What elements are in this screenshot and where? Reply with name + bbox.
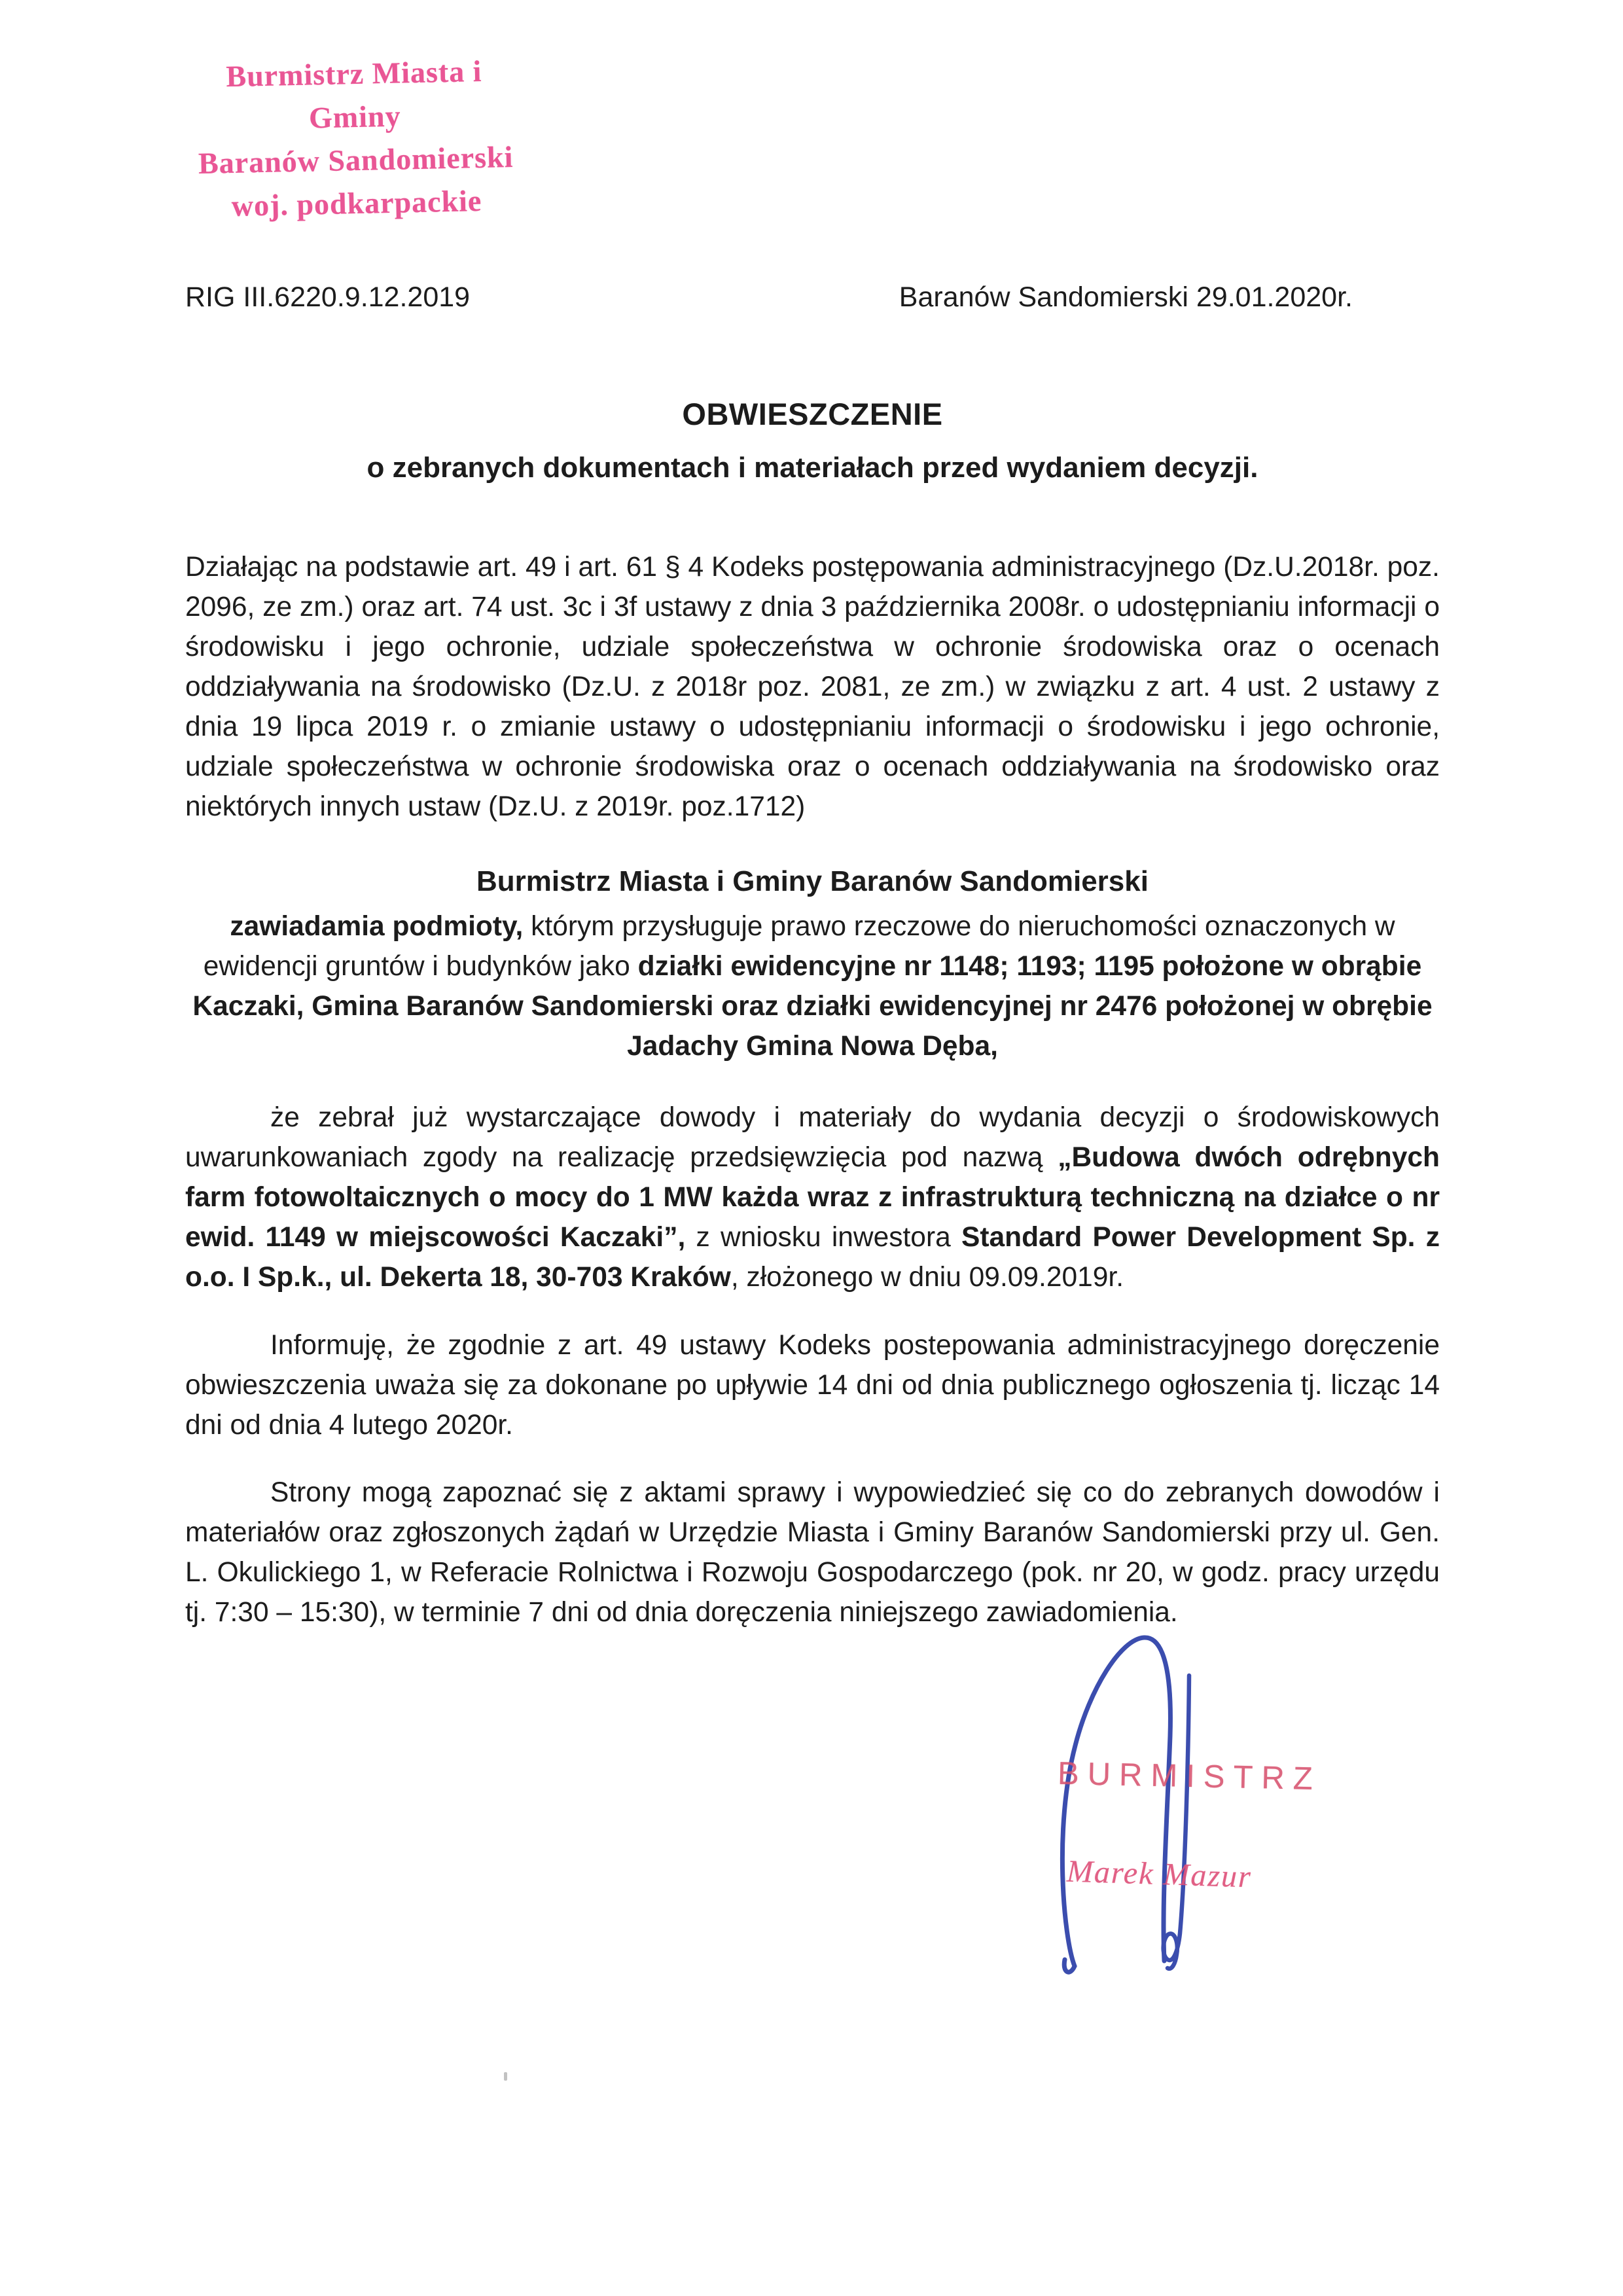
notification-paragraph — [185, 906, 1440, 1066]
mayor-name-stamp: Marek Mazur — [1066, 1854, 1253, 1895]
office-ink-stamp — [183, 49, 527, 229]
place-and-date: Baranów Sandomierski 29.01.2020r. — [899, 281, 1353, 313]
document-title: OBWIESZCZENIE — [682, 397, 943, 431]
mayor-title-stamp: BURMISTRZ — [1057, 1755, 1322, 1797]
issuer-heading: Burmistrz Miasta i Gminy Baranów Sandomierski — [476, 865, 1149, 897]
reference-header — [185, 281, 1440, 314]
evidence-intro: że zebrał już wystarczające dowody i materiały do wydania decyzji o środowiskowych uwarunkowaniach zgody na realizację przedsięwzięcia pod nazwą — [185, 1102, 1440, 1173]
inspection-rights-paragraph: Strony mogą zapoznać się z aktami sprawy i wypowiedzieć się co do zebranych dowodów i materiałów oraz zgłoszonych żądań w Urzędzie Miasta i Gminy Baranów Sandomierski przy ul. Gen. L. Okulickiego 1, w Referacie Rolnictwa i Rozwoju Gospodarczego (pok. nr 20, w godz. pracy urzędu tj. 7:30 – 15:30), w terminie 7 dni od dnia doręczenia niniejszego zawiadomienia. — [185, 1477, 1440, 1628]
project-name-bold: „Budowa dwóch odrębnych farm fotowoltaicznych o mocy do 1 MW każda wraz z infrastrukturą techniczną na działce o nr ewid. 1149 w miejscowości Kaczaki”, — [185, 1142, 1440, 1253]
evidence-outro: , złożonego w dniu 09.09.2019r. — [730, 1262, 1124, 1293]
document-content — [185, 0, 1440, 1660]
stamp-line-authority: Burmistrz Miasta i Gminy — [225, 54, 482, 135]
notification-middle: którym przysługuje prawo rzeczowe do nieruchomości oznaczonych w ewidencji gruntów i budynków jako — [203, 911, 1395, 982]
stamp-line-municipality: Baranów Sandomierski — [198, 139, 514, 181]
notification-parcels-bold: działki ewidencyjne nr 1148; 1193; 1195 położone w obrąbie Kaczaki, Gmina Baranów Sandomierski oraz działki ewidencyjnej nr 2476 położonej w obrębie Jadachy Gmina Nowa Dęba, — [192, 951, 1433, 1062]
stamp-line-voivodeship: woj. podkarpackie — [231, 183, 482, 223]
investor-name-bold: Standard Power Development Sp. z o.o. I Sp.k., ul. Dekerta 18, 30-703 Kraków — [185, 1222, 1440, 1293]
legal-basis-paragraph: Działając na podstawie art. 49 i art. 61 § 4 Kodeks postępowania administracyjnego (Dz.U.2018r. poz. 2096, ze zm.) oraz art. 74 ust. 3c i 3f ustawy z dnia 3 października 2008r. o udostępnianiu informacji o środowisku i jego ochronie, udziale społeczeństwa w ochronie środowiska oraz o ocenach oddziaływania na środowisko (Dz.U. z 2018r poz. 2081, ze zm.) w związku z art. 4 ust. 2 ustawy z dnia 19 lipca 2019 r. o zmianie ustawy o udostępnianiu informacji o środowisku i jego ochronie, udziale społeczeństwa w ochronie środowiska oraz o ocenach oddziaływania na środowisko oraz niektórych innych ustaw (Dz.U. z 2019r. poz.1712) — [185, 552, 1440, 822]
evidence-paragraph — [185, 1098, 1440, 1297]
evidence-middle: z wniosku inwestora — [685, 1222, 961, 1253]
notification-intro-bold: zawiadamia podmioty, — [230, 911, 524, 942]
delivery-notice-paragraph: Informuję, że zgodnie z art. 49 ustawy Kodeks postepowania administracyjnego doręczenie obwieszczenia uważa się za dokonane po upływie 14 dni od dnia publicznego ogłoszenia tj. licząc 14 dni od dnia 4 lutego 2020r. — [185, 1329, 1440, 1441]
document-subtitle: o zebranych dokumentach i materiałach przed wydaniem decyzji. — [366, 452, 1258, 484]
case-reference-number: RIG III.6220.9.12.2019 — [185, 281, 471, 313]
scan-artifact-speck — [504, 2072, 507, 2081]
